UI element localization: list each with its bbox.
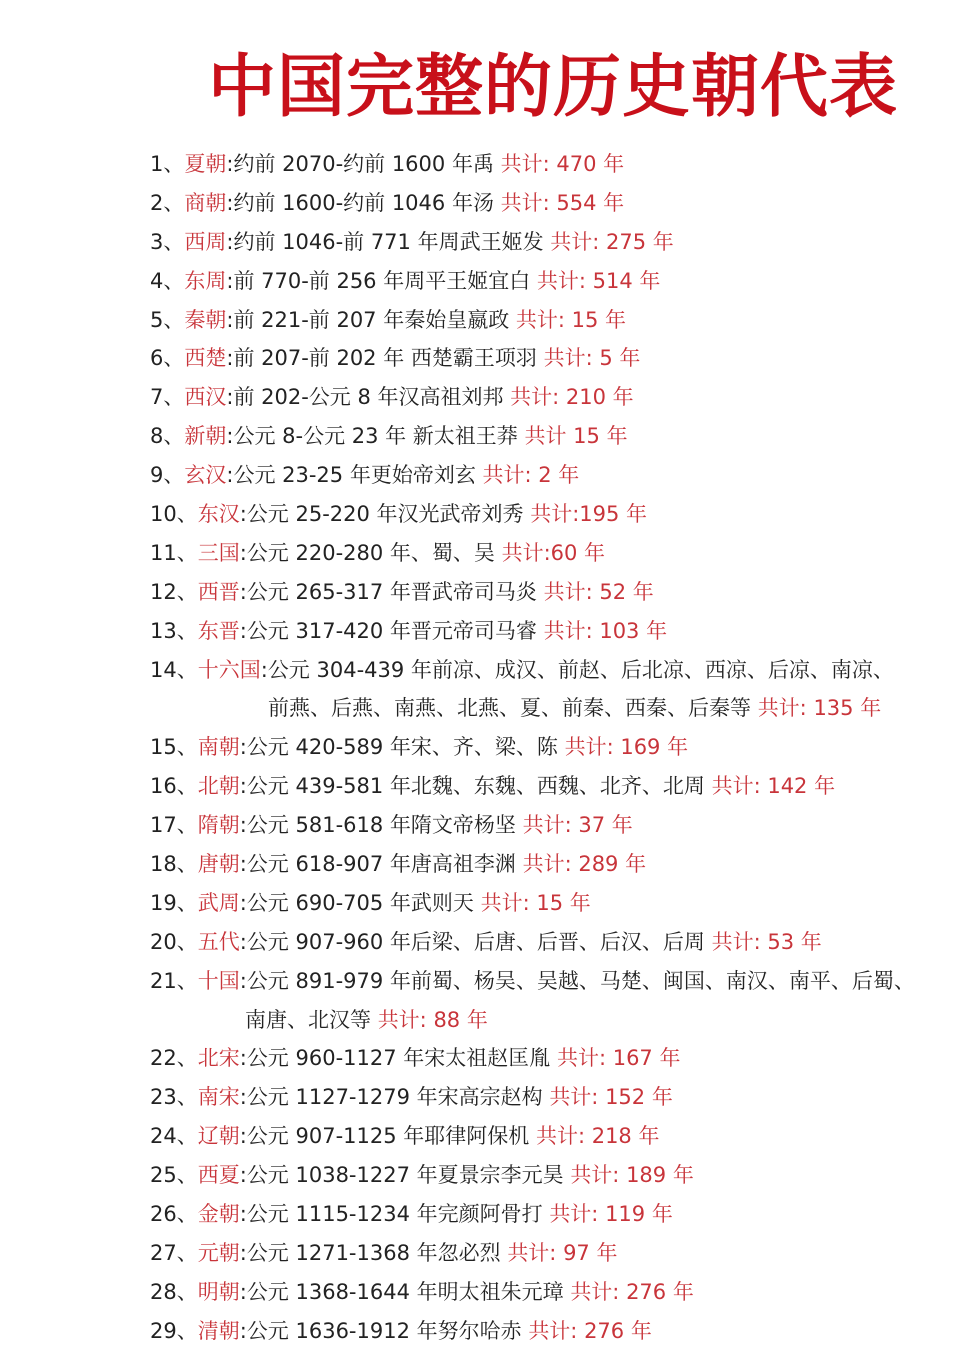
list-item [150, 339, 950, 378]
dynasty-description: :公元 1636-1912 年努尔哈赤 [239, 1318, 529, 1343]
list-item [150, 301, 950, 340]
list-item [150, 573, 950, 612]
dynasty-description: :公元 1127-1279 年宋高宗赵构 [239, 1085, 550, 1110]
dynasty-name: 三国 [197, 540, 240, 565]
item-number: 10、 [150, 502, 198, 527]
dynasty-description: :公元 439-581 年北魏、东魏、西魏、北齐、北周 [239, 774, 712, 799]
dynasty-duration: 共计: 15 年 [480, 890, 591, 915]
list-item [150, 884, 950, 923]
dynasty-duration: 共计: 2 年 [482, 463, 580, 488]
item-number: 2、 [150, 190, 185, 215]
list-item [150, 378, 950, 417]
list-item [150, 1039, 950, 1078]
dynasty-name: 西周 [184, 229, 227, 254]
list-item [150, 651, 950, 690]
dynasty-name: 辽朝 [197, 1124, 240, 1149]
list-item [150, 534, 950, 573]
item-number: 8、 [150, 424, 185, 449]
dynasty-description: :公元 581-618 年隋文帝杨坚 [239, 813, 523, 838]
dynasty-description: :公元 220-280 年、蜀、吴 [239, 540, 502, 565]
dynasty-name: 五代 [197, 929, 240, 954]
item-number: 9、 [150, 463, 185, 488]
dynasty-name: 西楚 [184, 346, 227, 371]
list-item-continuation [150, 1001, 950, 1040]
dynasty-name: 明朝 [197, 1279, 240, 1304]
dynasty-duration: 共计: 5 年 [543, 346, 641, 371]
dynasty-description: :约前 1600-约前 1046 年汤 [226, 190, 501, 215]
list-item [150, 417, 950, 456]
item-number: 13、 [150, 618, 198, 643]
dynasty-duration: 共计: 169 年 [564, 735, 689, 760]
dynasty-name: 清朝 [197, 1318, 240, 1343]
item-number: 23、 [150, 1085, 198, 1110]
dynasty-description: :公元 25-220 年汉光武帝刘秀 [239, 502, 531, 527]
dynasty-duration: 共计: 142 年 [711, 774, 836, 799]
dynasty-duration: 共计: 103 年 [543, 618, 668, 643]
list-item-continuation [150, 689, 950, 728]
dynasty-name: 玄汉 [184, 463, 227, 488]
dynasty-description-cont: 前燕、后燕、南燕、北燕、夏、前秦、西秦、后秦等 [268, 696, 758, 721]
dynasty-description: :约前 2070-约前 1600 年禹 [226, 152, 501, 176]
item-number: 24、 [150, 1124, 198, 1149]
dynasty-duration: 共计: 167 年 [556, 1046, 681, 1071]
dynasty-name: 商朝 [184, 190, 227, 215]
list-item [150, 1234, 950, 1273]
dynasty-description: :公元 1271-1368 年忽必烈 [239, 1240, 508, 1265]
item-number: 29、 [150, 1318, 198, 1343]
dynasty-name: 南宋 [197, 1085, 240, 1110]
dynasty-name: 东周 [184, 268, 227, 293]
dynasty-duration: 共计: 210 年 [510, 385, 634, 410]
dynasty-description: :前 207-前 202 年 西楚霸王项羽 [226, 346, 544, 371]
dynasty-duration: 共计: 218 年 [535, 1124, 660, 1149]
dynasty-duration: 共计: 52 年 [543, 579, 654, 604]
item-number: 3、 [150, 229, 185, 254]
dynasty-name: 南朝 [197, 735, 240, 760]
dynasty-duration: 共计 15 年 [524, 424, 628, 449]
list-item [150, 845, 950, 884]
dynasty-description: :前 202-公元 8 年汉高祖刘邦 [226, 385, 511, 410]
item-number: 11、 [150, 540, 198, 565]
list-item [150, 1273, 950, 1312]
list-item [150, 962, 950, 1001]
list-item [150, 495, 950, 534]
dynasty-name: 西夏 [197, 1163, 240, 1188]
list-item [150, 223, 950, 262]
item-number: 14、 [150, 657, 198, 682]
dynasty-duration: 共计:195 年 [530, 502, 648, 527]
item-number: 5、 [150, 307, 185, 332]
dynasty-description: :公元 8-公元 23 年 新太祖王莽 [226, 424, 525, 449]
list-item [150, 612, 950, 651]
item-number: 1、 [150, 152, 185, 176]
dynasty-duration: 共计: 37 年 [522, 813, 633, 838]
item-number: 18、 [150, 852, 198, 877]
dynasty-duration: 共计: 276 年 [528, 1318, 652, 1343]
list-item [150, 145, 950, 184]
dynasty-duration: 共计: 289 年 [522, 852, 647, 877]
list-item [150, 1078, 950, 1117]
list-item [150, 1156, 950, 1195]
item-number: 17、 [150, 813, 198, 838]
dynasty-description: :前 770-前 256 年周平王姬宜白 [226, 268, 537, 293]
item-number: 25、 [150, 1163, 198, 1188]
dynasty-name: 新朝 [184, 424, 227, 449]
dynasty-description: :公元 690-705 年武则天 [239, 890, 481, 915]
dynasty-description: :公元 907-960 年后梁、后唐、后晋、后汉、后周 [239, 929, 712, 954]
dynasty-name: 北宋 [197, 1046, 240, 1071]
list-item [150, 184, 950, 223]
dynasty-name: 西晋 [197, 579, 240, 604]
dynasty-duration: 共计: 514 年 [536, 268, 661, 293]
dynasty-description: :公元 1038-1227 年夏景宗李元昊 [239, 1163, 571, 1188]
dynasty-duration: 共计: 135 年 [757, 696, 882, 721]
dynasty-name: 东晋 [197, 618, 240, 643]
list-item [150, 262, 950, 301]
dynasty-description: :公元 265-317 年晋武帝司马炎 [239, 579, 544, 604]
dynasty-description: :公元 304-439 年前凉、成汉、前赵、后北凉、西凉、后凉、南凉、 [260, 657, 894, 682]
dynasty-name: 武周 [197, 890, 240, 915]
dynasty-duration: 共计: 275 年 [550, 229, 674, 254]
dynasty-description: :约前 1046-前 771 年周武王姬发 [226, 229, 551, 254]
dynasty-description: :公元 1368-1644 年明太祖朱元璋 [239, 1279, 571, 1304]
list-item [150, 767, 950, 806]
dynasty-list [150, 145, 950, 1351]
list-item [150, 456, 950, 495]
list-item [150, 1117, 950, 1156]
item-number: 19、 [150, 890, 198, 915]
item-number: 21、 [150, 968, 198, 993]
dynasty-duration: 共计: 15 年 [515, 307, 627, 332]
dynasty-duration: 共计: 189 年 [570, 1163, 694, 1188]
dynasty-duration: 共计: 470 年 [500, 152, 625, 176]
list-item [150, 923, 950, 962]
dynasty-description: :公元 907-1125 年耶律阿保机 [239, 1124, 536, 1149]
item-number: 26、 [150, 1202, 198, 1227]
item-number: 20、 [150, 929, 198, 954]
item-number: 7、 [150, 385, 185, 410]
item-number: 15、 [150, 735, 198, 760]
dynasty-description: :公元 420-589 年宋、齐、梁、陈 [239, 735, 565, 760]
dynasty-description: :公元 960-1127 年宋太祖赵匡胤 [239, 1046, 557, 1071]
list-item [150, 806, 950, 845]
item-number: 27、 [150, 1240, 198, 1265]
dynasty-duration: 共计: 88 年 [377, 1007, 488, 1032]
dynasty-duration: 共计: 276 年 [570, 1279, 694, 1304]
item-number: 12、 [150, 579, 198, 604]
dynasty-description: :公元 1115-1234 年完颜阿骨打 [239, 1202, 550, 1227]
dynasty-description: :公元 618-907 年唐高祖李渊 [239, 852, 523, 877]
dynasty-description: :公元 317-420 年晋元帝司马睿 [239, 618, 544, 643]
dynasty-description: :前 221-前 207 年秦始皇嬴政 [226, 307, 516, 332]
dynasty-name: 东汉 [197, 502, 240, 527]
list-item [150, 728, 950, 767]
dynasty-duration: 共计: 53 年 [711, 929, 822, 954]
dynasty-name: 十六国 [197, 657, 261, 682]
dynasty-name: 隋朝 [197, 813, 240, 838]
dynasty-duration: 共计: 554 年 [500, 190, 625, 215]
item-number: 22、 [150, 1046, 198, 1071]
dynasty-name: 北朝 [197, 774, 240, 799]
list-item [150, 1195, 950, 1234]
dynasty-duration: 共计:60 年 [501, 540, 606, 565]
dynasty-duration: 共计: 119 年 [549, 1202, 673, 1227]
page-title: 中国完整的历史朝代表 [208, 48, 899, 127]
dynasty-name: 秦朝 [184, 307, 227, 332]
dynasty-name: 西汉 [184, 385, 227, 410]
dynasty-duration: 共计: 97 年 [507, 1240, 618, 1265]
dynasty-name: 金朝 [197, 1202, 240, 1227]
dynasty-description: :公元 23-25 年更始帝刘玄 [226, 463, 483, 488]
list-item [150, 1312, 950, 1351]
dynasty-name: 夏朝 [184, 152, 227, 176]
dynasty-name: 元朝 [197, 1240, 240, 1265]
dynasty-name: 十国 [197, 968, 240, 993]
dynasty-description: :公元 891-979 年前蜀、杨吴、吴越、马楚、闽国、南汉、南平、后蜀、 [239, 968, 915, 993]
dynasty-name: 唐朝 [197, 852, 240, 877]
item-number: 6、 [150, 346, 185, 371]
item-number: 4、 [150, 268, 185, 293]
item-number: 16、 [150, 774, 198, 799]
dynasty-duration: 共计: 152 年 [549, 1085, 673, 1110]
item-number: 28、 [150, 1279, 198, 1304]
dynasty-description-cont: 南唐、北汉等 [245, 1007, 378, 1032]
